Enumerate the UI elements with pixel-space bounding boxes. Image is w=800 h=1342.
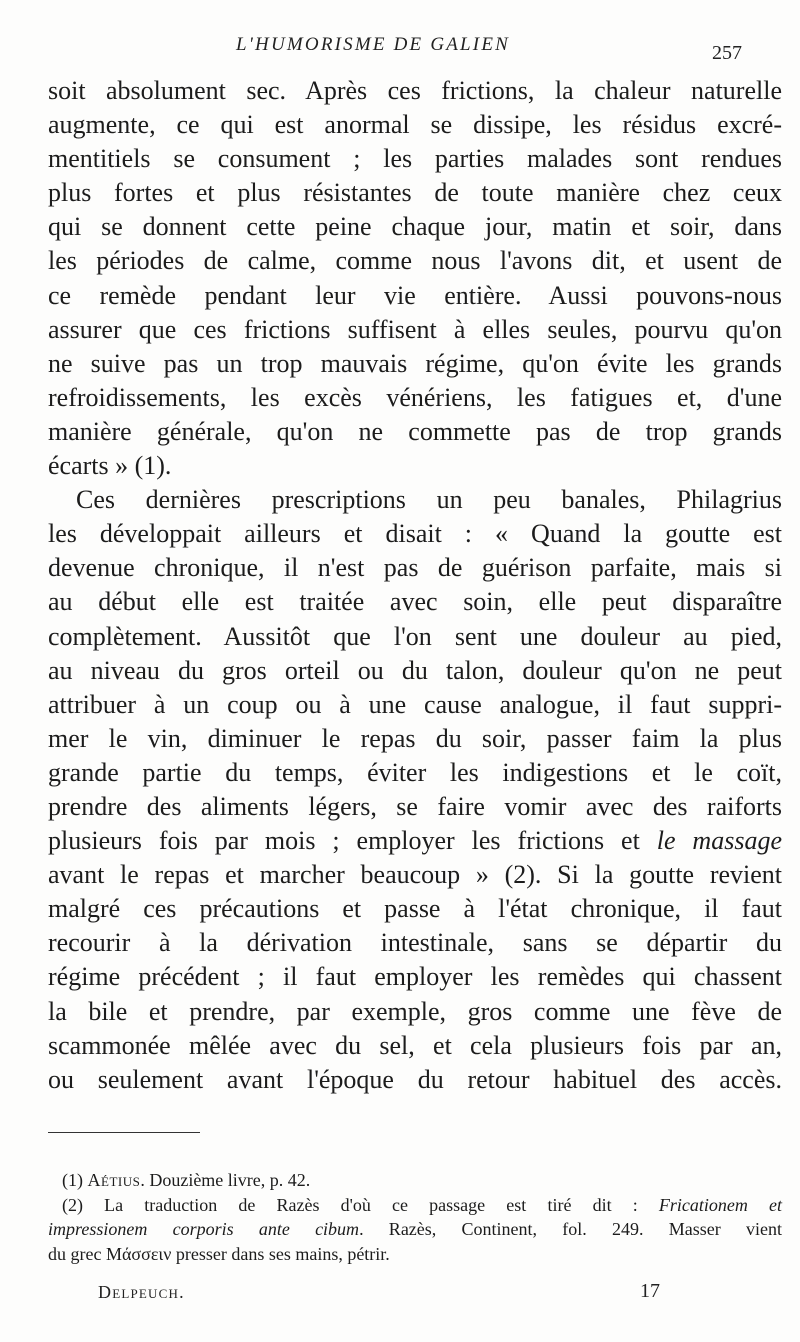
text-line: au niveau du gros orteil ou du talon, douleur qu'on ne peut xyxy=(48,655,782,685)
text-line: soit absolument sec. Après ces frictions, la chaleur naturelle xyxy=(48,76,782,105)
text-line: recourir à la dérivation intestinale, sans se départir du xyxy=(48,928,782,958)
text-line: malgré ces précautions et passe à l'état chronique, il faut xyxy=(48,894,782,924)
text-line: devenue chronique, il n'est pas de guérison parfaite, mais si xyxy=(48,553,782,583)
page-header xyxy=(0,28,800,68)
text-line: scammonée mêlée avec du sel, et cela plusieurs fois par an, xyxy=(48,1030,782,1060)
text-line: mer le vin, diminuer le repas du soir, passer faim la plus xyxy=(48,723,782,753)
text-segment: plusieurs fois par mois ; employer les frictions et xyxy=(48,826,657,856)
footnote-latin: Fricationem et xyxy=(658,1194,782,1215)
footnote-2-line-1 xyxy=(48,1193,782,1218)
text-line: grande partie du temps, éviter les indigestions et le coït, xyxy=(48,757,782,787)
text-line: les périodes de calme, comme nous l'avons dit, et usent de xyxy=(48,246,782,276)
text-line: avant le repas et marcher beaucoup » (2). Si la goutte revient xyxy=(48,860,782,890)
footnote-number: (2) xyxy=(62,1194,83,1215)
text-line: attribuer à un coup ou à une cause analogue, il faut suppri- xyxy=(48,689,782,719)
text-line: les développait ailleurs et disait : « Quand la goutte est xyxy=(48,519,782,549)
text-line: ne suive pas un trop mauvais régime, qu'on évite les grands xyxy=(48,348,782,378)
text-line: assurer que ces frictions suffisent à elles seules, pourvu qu'on xyxy=(48,314,782,344)
footnotes xyxy=(48,1168,782,1266)
footnote-author: Aétius xyxy=(87,1170,141,1190)
footnote-2-line-2 xyxy=(48,1217,782,1242)
text-line: prendre des aliments légers, se faire vomir avec des raiforts xyxy=(48,791,782,821)
text-line: refroidissements, les excès vénériens, les fatigues et, d'une xyxy=(48,382,782,412)
text-line: manière générale, qu'on ne commette pas de trop grands xyxy=(48,416,782,446)
footnote-1 xyxy=(48,1168,782,1193)
running-title: L'HUMORISME DE GALIEN xyxy=(236,34,511,55)
page-number: 257 xyxy=(712,42,742,64)
signature-number: 17 xyxy=(640,1280,660,1302)
footnote-2-line-3: du grec Μάσσειν presser dans ses mains, pétrir. xyxy=(48,1243,390,1264)
footnote-text: . Razès, Continent, fol. 249. Masser vient xyxy=(359,1219,783,1239)
printer-signature: Delpeuch. xyxy=(98,1282,185,1302)
text-line: ce remède pendant leur vie entière. Aussi pouvons-nous xyxy=(48,280,782,310)
paragraph-2 xyxy=(48,483,782,1097)
paragraph-1 xyxy=(48,74,782,483)
text-line: plus fortes et plus résistantes de toute manière chez ceux xyxy=(48,178,782,208)
text-line: qui se donnent cette peine chaque jour, matin et soir, dans xyxy=(48,212,782,242)
italic-term: le massage xyxy=(656,826,782,856)
main-text xyxy=(48,74,782,1097)
footnote-text: La traduction de Razès d'où ce passage est tiré dit : xyxy=(104,1194,659,1215)
page-footer xyxy=(0,1282,800,1312)
text-line: écarts » (1). xyxy=(48,451,172,481)
text-line-with-italic xyxy=(48,824,782,858)
text-line: la bile et prendre, par exemple, gros comme une fève de xyxy=(48,996,782,1026)
text-line: complètement. Aussitôt que l'on sent une douleur au pied, xyxy=(48,621,782,651)
text-line: régime précédent ; il faut employer les remèdes qui chassent xyxy=(48,962,782,992)
text-line: ou seulement avant l'époque du retour habituel des accès. xyxy=(48,1064,782,1094)
footnote-text: . Douzième livre, p. 42. xyxy=(140,1170,311,1190)
footnote-number: (1) xyxy=(62,1170,83,1190)
text-line: Ces dernières prescriptions un peu banales, Philagrius xyxy=(76,485,782,515)
footnote-divider xyxy=(48,1132,200,1133)
text-line: mentitiels se consument ; les parties malades sont rendues xyxy=(48,144,782,174)
footnote-latin: impressionem corporis ante cibum xyxy=(48,1219,360,1239)
text-line: au début elle est traitée avec soin, elle peut disparaître xyxy=(48,587,782,617)
text-line: augmente, ce qui est anormal se dissipe, les résidus excré- xyxy=(48,110,782,140)
